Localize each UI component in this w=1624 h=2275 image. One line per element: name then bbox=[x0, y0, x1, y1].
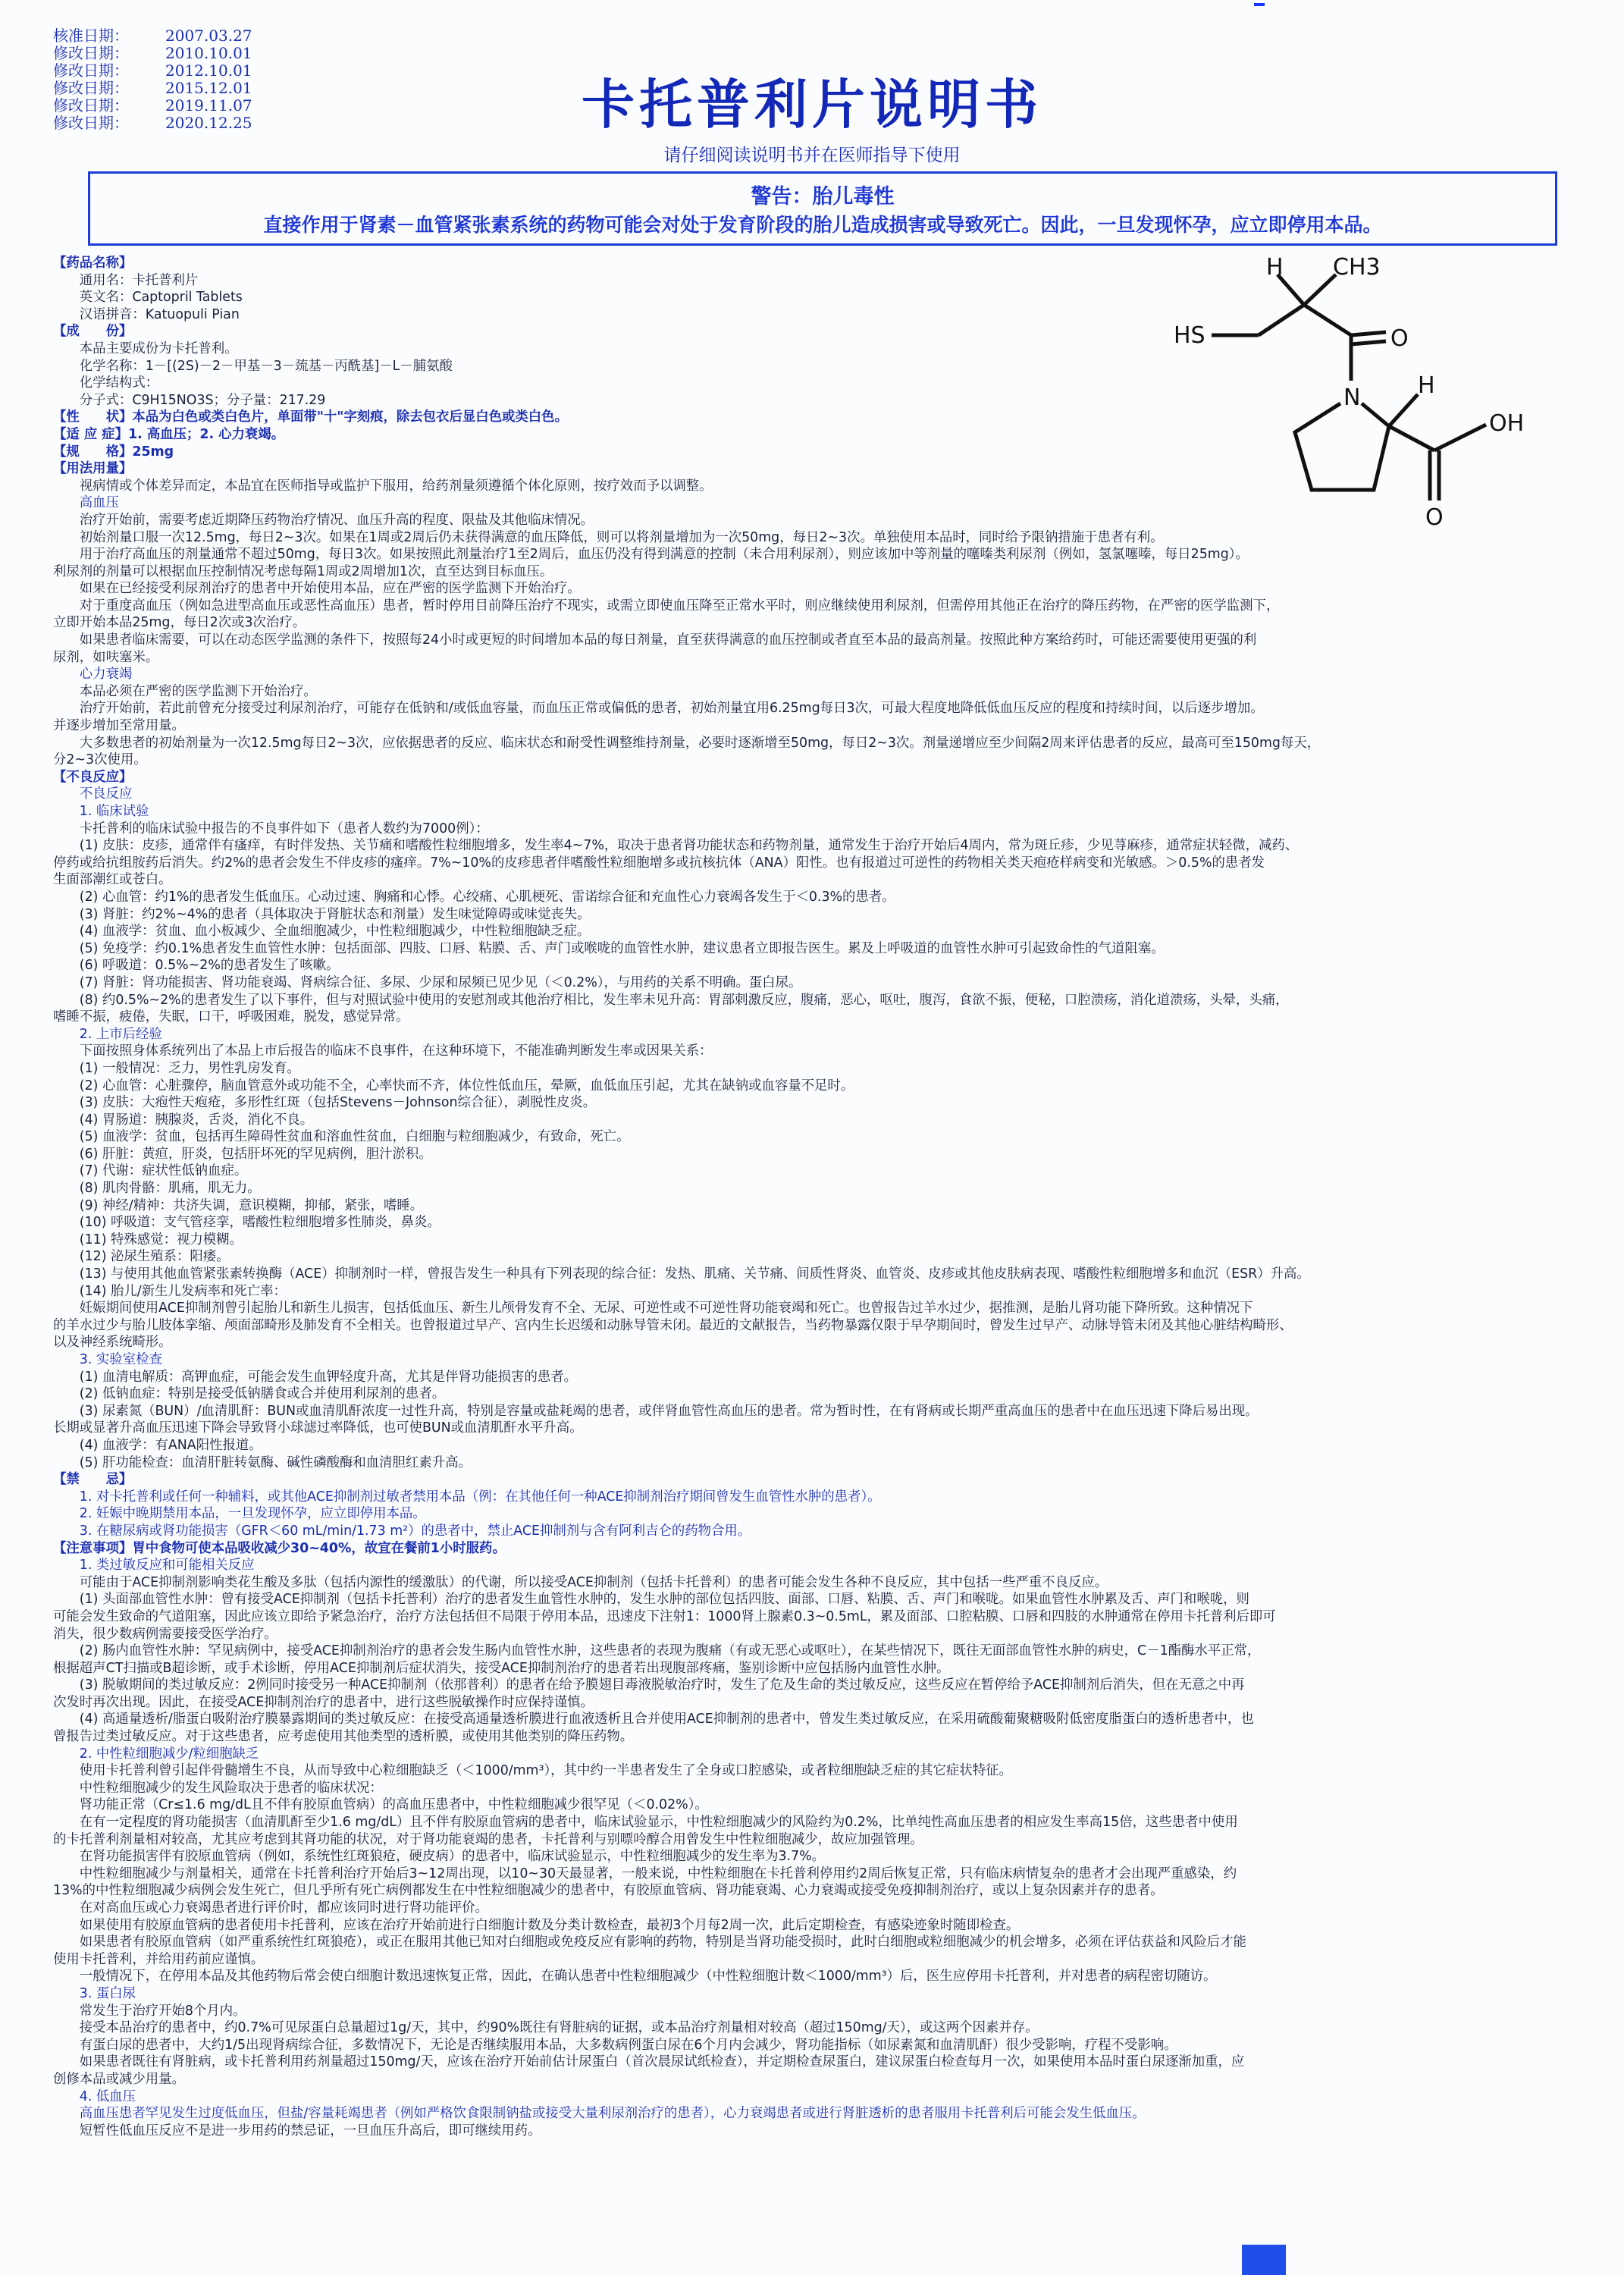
body-line: 以及神经系统畸形。 bbox=[53, 1335, 172, 1351]
body-line: (3) 尿素氮（BUN）/血清肌酐：BUN或血清肌酐浓度一过性升高，特别是容量或盐耗竭的患者，或伴肾血管性高血压的患者。常为暂时性，在有肾病或长期严重高血压的患者中在血压迅速下降后易出现。 bbox=[53, 1403, 1259, 1419]
body-line: (11) 特殊感觉：视力模糊。 bbox=[53, 1232, 243, 1247]
body-line: (6) 肝脏：黄疸，肝炎，包括肝坏死的罕见病例，胆汁淤积。 bbox=[53, 1146, 432, 1162]
body-line: (2) 肠内血管性水肿：罕见病例中，接受ACE抑制剂治疗的患者会发生肠内血管性水肿，这些患者的表现为腹痛（有或无恶心或呕吐），在某些情况下，既往无面部血管性水肿的病史，C－1酯酶水平正常， bbox=[53, 1643, 1261, 1659]
body-line: (5) 免疫学：约0.1%患者发生血管性水肿：包括面部、四肢、口唇、粘膜、舌、声门或喉咙的血管性水肿，建议患者立即报告医生。累及上呼吸道的血管性水肿可引起致命性的气道阻塞。 bbox=[53, 940, 1165, 956]
body-line: 接受本品治疗的患者中，约0.7%可见尿蛋白总量超过1g/天，其中，约90%既往有肾脏病的证据，或本品治疗剂量相对较高（超过150mg/天），或这两个因素并存。 bbox=[53, 2020, 1039, 2036]
body-line: 如果患者既往有肾脏病，或卡托普利用药剂量超过150mg/天，应该在治疗开始前估计尿蛋白（首次晨尿试纸检查），并定期检查尿蛋白，建议尿蛋白检查每月一次，如果使用本品时蛋白尿逐渐加重，应 bbox=[53, 2054, 1245, 2070]
body-line: 停药或给抗组胺药后消失。约2%的患者会发生不伴皮疹的瘙痒。7%~10%的皮疹患者伴嗜酸性粒细胞增多或抗核抗体（ANA）阳性。也有报道过可逆性的药物相关类天疱疮样病变和光敏感。＞0.5%的患者发 bbox=[53, 855, 1265, 871]
body-line: 如果在已经接受利尿剂治疗的患者中开始使用本品，应在严密的医学监测下开始治疗。 bbox=[53, 581, 581, 597]
body-line: 初始剂量口服一次12.5mg，每日2~3次。如果在1周或2周后仍未获得满意的血压降低，则可以将剂量增加为一次50mg，每日2~3次。单独使用本品时，同时给予限钠措施于患者有利。 bbox=[53, 529, 1164, 545]
body-line: (13) 与使用其他血管紧张素转换酶（ACE）抑制剂时一样，曾报告发生一种具有下列表现的综合征：发热、肌痛、关节痛、间质性肾炎、血管炎、皮疹或其他皮肤病表现、嗜酸性粒细胞增多和血沉（ESR）升高。 bbox=[53, 1266, 1310, 1282]
date-value: 2019.11.07 bbox=[165, 96, 252, 115]
body-line: 高血压患者罕见发生过度低血压，但盐/容量耗竭患者（例如严格饮食限制钠盐或接受大量利尿剂治疗的患者），心力衰竭患者或进行肾脏透析的患者服用卡托普利后可能会发生低血压。 bbox=[53, 2106, 1146, 2122]
body-line: 【注意事项】胃中食物可使本品吸收减少30~40%，故宜在餐前1小时服药。 bbox=[53, 1540, 506, 1556]
body-line: 3. 实验室检查 bbox=[53, 1352, 162, 1367]
body-line: 3. 在糖尿病或肾功能损害（GFR＜60 mL/min/1.73 m²）的患者中，禁止ACE抑制剂与含有阿利吉仑的药物合用。 bbox=[53, 1523, 751, 1539]
body-line: 生面部潮红或苍白。 bbox=[53, 872, 172, 888]
body-line: (1) 头面部血管性水肿：曾有接受ACE抑制剂（包括卡托普利）治疗的患者发生血管性水肿的，发生水肿的部位包括四肢、面部、口唇、粘膜、舌、声门和喉咙。如果血管性水肿累及舌、声门和喉咙，则 bbox=[53, 1592, 1249, 1608]
body-line: 【不良反应】 bbox=[53, 769, 133, 785]
body-line: 【成 份】 bbox=[53, 324, 133, 340]
atom-label-hs: HS bbox=[1174, 322, 1205, 349]
body-line: 一般情况下，在停用本品及其他药物后常会使白细胞计数迅速恢复正常，因此，在确认患者中性粒细胞减少（中性粒细胞计数＜1000/mm³）后，医生应停用卡托普利，并对患者的病程密切随访。 bbox=[53, 1969, 1217, 1985]
body-line: 心力衰竭 bbox=[53, 667, 133, 682]
body-line: 下面按照身体系统列出了本品上市后报告的临床不良事件，在这种环境下，不能准确判断发生率或因果关系： bbox=[53, 1043, 713, 1059]
body-line: 如果患者临床需要，可以在动态医学监测的条件下，按照每24小时或更短的时间增加本品的每日剂量，直至获得满意的血压控制或者直至本品的最高剂量。按照此种方案给药时，可能还需要使用更强的利 bbox=[53, 632, 1257, 648]
atom-label-o: O bbox=[1390, 325, 1409, 352]
body-line: (1) 血清电解质：高钾血症，可能会发生血钾轻度升高，尤其是伴肾功能损害的患者。 bbox=[53, 1369, 578, 1385]
body-line: (7) 肾脏：肾功能损害、肾功能衰竭、肾病综合征、多尿、少尿和尿频已见少见（＜0.2%），与用药的关系不明确。蛋白尿。 bbox=[53, 974, 802, 990]
date-value: 2020.12.25 bbox=[165, 114, 252, 132]
body-line: 在有一定程度的肾功能损害（血清肌酐至少1.6 mg/dL）且不伴有胶原血管病的患者中，临床试验显示，中性粒细胞减少的风险约为0.2%，比单纯性高血压患者的相应发生率高15倍，这些患者中使用 bbox=[53, 1815, 1238, 1831]
body-line: 卡托普利的临床试验中报告的不良事件如下（患者人数约为7000例）： bbox=[53, 821, 489, 836]
warning-text: 直接作用于肾素－血管紧张素系统的药物可能会对处于发育阶段的胎儿造成损害或导致死亡。因此，一旦发现怀孕，应立即停用本品。 bbox=[263, 214, 1382, 236]
body-line: 英文名：Captopril Tablets bbox=[53, 290, 243, 306]
body-line: 尿剂，如呋塞米。 bbox=[53, 649, 159, 665]
body-line: 本品必须在严密的医学监测下开始治疗。 bbox=[53, 683, 317, 699]
body-line: 有蛋白尿的患者中，大约1/5出现肾病综合征，多数情况下，无论是否继续服用本品，大多数病例蛋白尿在6个月内会减少，肾功能指标（如尿素氮和血清肌酐）很少受影响，疗程不受影响。 bbox=[53, 2037, 1177, 2053]
body-line: (4) 血液学：有ANA阳性报道。 bbox=[53, 1437, 262, 1453]
body-line: 肾功能正常（Cr≤1.6 mg/dL且不伴有胶原血管病）的高血压患者中，中性粒细胞减少很罕见（＜0.02%）。 bbox=[53, 1797, 708, 1813]
body-line: 化学结构式： bbox=[53, 375, 159, 391]
date-value: 2010.10.01 bbox=[165, 44, 252, 62]
body-line: 立即开始本品25mg，每日2次或3次治疗。 bbox=[53, 615, 306, 631]
body-line: 【适 应 症】1. 高血压；2. 心力衰竭。 bbox=[53, 426, 285, 442]
body-line: 13%的中性粒细胞减少病例会发生死亡，但几乎所有死亡病例都发生在中性粒细胞减少的患者中，有胶原血管病、肾功能衰竭、心力衰竭或接受免疫抑制剂治疗，或以上复杂因素并存的患者。 bbox=[53, 1883, 1164, 1899]
body-line: (8) 约0.5%~2%的患者发生了以下事件，但与对照试验中使用的安慰剂或其他治疗相比，发生率未见升高：胃部刺激反应，腹痛，恶心，呕吐，腹泻，食欲不振，便秘，口腔溃疡，消化道溃疡，头晕，头痛， bbox=[53, 992, 1289, 1008]
body-line: (4) 血液学：贫血、血小板减少、全血细胞减少，中性粒细胞减少，中性粒细胞缺乏症。 bbox=[53, 924, 591, 940]
body-line: (3) 皮肤：大疱性天疱疮，多形性红斑（包括Stevens－Johnson综合征），剥脱性皮炎。 bbox=[53, 1095, 597, 1111]
body-line: 长期或显著升高血压迅速下降会导致肾小球滤过率降低，也可使BUN或血清肌酐水平升高。 bbox=[53, 1420, 583, 1436]
date-label: 修改日期： bbox=[53, 44, 129, 62]
body-line: (12) 泌尿生殖系：阳痿。 bbox=[53, 1249, 230, 1265]
body-line: 的卡托普利剂量相对较高，尤其应考虑到其肾功能的状况，对于肾功能衰竭的患者，卡托普利与别嘌呤醇合用曾发生中性粒细胞减少，故应加强管理。 bbox=[53, 1831, 923, 1847]
body-line: 使用卡托普利曾引起伴骨髓增生不良，从而导致中心粒细胞缺乏（＜1000/mm³），其中约一半患者发生了全身或口腔感染，或者粒细胞缺乏症的其它症状特征。 bbox=[53, 1763, 1012, 1779]
body-line: (3) 脱敏期间的类过敏反应：2例同时接受另一种ACE抑制剂（依那普利）的患者在给予膜翅目毒液脱敏治疗时，发生了危及生命的类过敏反应，这些反应在暂停给予ACE抑制剂后消失，但在无意之中再 bbox=[53, 1677, 1245, 1693]
body-line: 治疗开始前，需要考虑近期降压药物治疗情况、血压升高的程度、限盐及其他临床情况。 bbox=[53, 512, 594, 528]
body-line: 4. 低血压 bbox=[53, 2088, 136, 2104]
body-line: 分子式：C9H15NO3S；分子量：217.29 bbox=[53, 392, 326, 408]
body-line: 1. 对卡托普利或任何一种辅料，或其他ACE抑制剂过敏者禁用本品（例：在其他任何一种ACE抑制剂治疗期间曾发生血管性水肿的患者）。 bbox=[53, 1489, 881, 1505]
warning-box bbox=[88, 171, 1557, 246]
body-line: 如果患者有胶原血管病（如严重系统性红斑狼疮），或正在服用其他已知对白细胞或免疫反应有影响的药物，特别是当肾功能受损时，此时白细胞或粒细胞减少的机会增多，必须在评估获益和风险后才能 bbox=[53, 1935, 1246, 1950]
atom-label-n: N bbox=[1343, 384, 1361, 411]
body-line: 创修本品或减少用量。 bbox=[53, 2071, 185, 2087]
body-line: 妊娠期间使用ACE抑制剂曾引起胎儿和新生儿损害，包括低血压、新生儿颅骨发育不全、无尿、可逆性或不可逆性肾功能衰竭和死亡。也曾报告过羊水过少，据推测，是胎儿肾功能下降所致。这种情况下 bbox=[53, 1301, 1253, 1316]
body-line: 2. 上市后经验 bbox=[53, 1026, 162, 1042]
body-line: (2) 心血管：心脏骤停，脑血管意外或功能不全，心率快而不齐，体位性低血压，晕厥，血低血压引起，尤其在缺钠或血容量不足时。 bbox=[53, 1078, 854, 1094]
date-value: 2015.12.01 bbox=[165, 79, 252, 97]
leaflet-body bbox=[53, 255, 1577, 2139]
body-line: 嗜睡不振，疲倦，失眠，口干，呼吸困难，脱发，感觉异常。 bbox=[53, 1009, 409, 1025]
document-title: 卡托普利片说明书 bbox=[582, 73, 1042, 136]
body-line: (6) 呼吸道：0.5%~2%的患者发生了咳嗽。 bbox=[53, 958, 340, 974]
body-line: 用于治疗高血压的剂量通常不超过50mg，每日3次。如果按照此剂量治疗1至2周后，血压仍没有得到满意的控制（未合用利尿剂），则应该加中等剂量的噻嗪类利尿剂（例如，氢氯噻嗪，每日25mg）。 bbox=[53, 547, 1249, 563]
body-line: 并逐步增加至常用量。 bbox=[53, 718, 185, 734]
body-line: (4) 高通量透析/脂蛋白吸附治疗膜暴露期间的类过敏反应：在接受高通量透析膜进行血液透析且合并使用ACE抑制剂的患者中，曾发生类过敏反应，在采用硫酸葡聚糖吸附低密度脂蛋白的透析患者中，也 bbox=[53, 1712, 1254, 1727]
body-line: (4) 胃肠道：胰腺炎，舌炎，消化不良。 bbox=[53, 1112, 314, 1128]
body-line: 【性 状】本品为白色或类白色片，单面带"十"字刻痕，除去包衣后显白色或类白色。 bbox=[53, 410, 568, 425]
date-row bbox=[53, 45, 252, 62]
body-line: (1) 皮肤：皮疹，通常伴有瘙痒，有时伴发热、关节痛和嗜酸性粒细胞增多，发生率4~7%，取决于患者肾功能状态和药物剂量，通常发生于治疗开始后4周内，常为斑丘疹，少见荨麻疹，通常症状轻微，减药、 bbox=[53, 838, 1299, 854]
date-value: 2012.10.01 bbox=[165, 61, 252, 80]
body-line: 的羊水过少与胎儿肢体挛缩、颅面部畸形及肺发育不全相关。也曾报道过早产、宫内生长迟缓和动脉导管未闭。最近的文献报告，当药物暴露仅限于早孕期间时，曾发生过早产、动脉导管未闭及其他心脏结构畸形、 bbox=[53, 1317, 1293, 1333]
body-line: 1. 临床试验 bbox=[53, 804, 149, 819]
body-line: (9) 神经/精神：共济失调，意识模糊，抑郁，紧张，嗜睡。 bbox=[53, 1197, 424, 1213]
body-line: 【禁 忌】 bbox=[53, 1472, 133, 1488]
scan-mark bbox=[1242, 2245, 1286, 2275]
body-line: 视病情或个体差异而定，本品宜在医师指导或监护下服用，给药剂量须遵循个体化原则，按疗效而予以调整。 bbox=[53, 478, 713, 494]
scan-mark bbox=[1254, 3, 1265, 6]
atom-label-h: H bbox=[1266, 254, 1284, 281]
body-line: 本品主要成份为卡托普利。 bbox=[53, 340, 238, 356]
warning-title: 警告：胎儿毒性 bbox=[751, 185, 895, 209]
atom-label-ch3: CH3 bbox=[1333, 254, 1381, 281]
body-line: 【药品名称】 bbox=[53, 256, 133, 271]
body-line: 次发时再次出现。因此，在接受ACE抑制剂治疗的患者中，进行这些脱敏操作时应保持谨慎。 bbox=[53, 1694, 594, 1710]
date-row bbox=[53, 27, 252, 45]
date-value: 2007.03.27 bbox=[165, 27, 252, 45]
body-line: 在肾功能损害伴有胶原血管病（例如，系统性红斑狼疮，硬皮病）的患者中，临床试验显示，中性粒细胞减少的发生率为3.7%。 bbox=[53, 1849, 826, 1865]
body-line: 利尿剂的剂量可以根据血压控制情况考虑每隔1周或2周增加1次，直至达到目标血压。 bbox=[53, 563, 553, 579]
body-line: 常发生于治疗开始8个月内。 bbox=[53, 2003, 246, 2019]
body-line: 2. 中性粒细胞减少/粒细胞缺乏 bbox=[53, 1746, 259, 1762]
body-line: 短暂性低血压反应不是进一步用药的禁忌证，一旦血压升高后，即可继续用药。 bbox=[53, 2123, 541, 2138]
body-line: 可能由于ACE抑制剂影响类花生酸及多肽（包括内源性的缓激肽）的代谢，所以接受ACE抑制剂（包括卡托普利）的患者可能会发生各种不良反应，其中包括一些严重不良反应。 bbox=[53, 1574, 1108, 1590]
body-line: 在对高血压或心力衰竭患者进行评价时，都应该同时进行肾功能评价。 bbox=[53, 1900, 488, 1916]
atom-label-o: O bbox=[1425, 504, 1444, 531]
body-line: 中性粒细胞减少与剂量相关，通常在卡托普利治疗开始后3~12周出现，以10~30天最显著，一般来说，中性粒细胞在卡托普利停用约2周后恢复正常，只有临床病情复杂的患者才会出现严重感染，约 bbox=[53, 1866, 1237, 1881]
body-line: 曾报告过类过敏反应。对于这些患者，应考虑使用其他类型的透析膜，或使用其他类别的降压药物。 bbox=[53, 1729, 634, 1745]
body-line: 分2~3次使用。 bbox=[53, 752, 147, 768]
body-line: 使用卡托普利，并给用药前应谨慎。 bbox=[53, 1951, 265, 1967]
body-line: 【规 格】25mg bbox=[53, 444, 174, 460]
date-label: 修改日期： bbox=[53, 96, 129, 115]
date-label: 修改日期： bbox=[53, 114, 129, 132]
date-label: 核准日期： bbox=[53, 27, 129, 45]
body-line: 治疗开始前，若此前曾充分接受过利尿剂治疗，可能存在低钠和/或低血容量，而血压正常或偏低的患者，初始剂量宜用6.25mg每日3次，可最大程度地降低低血压反应的程度和持续时间，以后逐步增加。 bbox=[53, 701, 1264, 717]
body-line: (2) 低钠血症：特别是接受低钠膳食或合并使用利尿剂的患者。 bbox=[53, 1386, 446, 1402]
body-line: 如果使用有胶原血管病的患者使用卡托普利，应该在治疗开始前进行白细胞计数及分类计数检查，最初3个月每2周一次，此后定期检查，有感染迹象时随即检查。 bbox=[53, 1917, 1020, 1933]
body-line: 大多数患者的初始剂量为一次12.5mg每日2~3次，应依据患者的反应、临床状态和耐受性调整维持剂量，必要时逐渐增至50mg，每日2~3次。剂量递增应至少间隔2周来评估患者的反应，最高可至150mg每天， bbox=[53, 735, 1321, 751]
body-line: 消失，很少数病例需要接受医学治疗。 bbox=[53, 1626, 277, 1642]
date-label: 修改日期： bbox=[53, 61, 129, 80]
body-line: (5) 血液学：贫血，包括再生障碍性贫血和溶血性贫血，白细胞与粒细胞减少，有致命，死亡。 bbox=[53, 1129, 630, 1145]
body-line: 汉语拼音：Katuopuli Pian bbox=[53, 306, 240, 322]
body-line: (5) 肝功能检查：血清肝脏转氨酶、碱性磷酸酶和血清胆红素升高。 bbox=[53, 1454, 472, 1470]
body-line: (2) 心血管：约1%的患者发生低血压。心动过速、胸痛和心悸。心绞痛、心肌梗死、雷诺综合征和充血性心力衰竭各发生于＜0.3%的患者。 bbox=[53, 889, 895, 905]
body-line: 通用名：卡托普利片 bbox=[53, 272, 199, 288]
body-line: 对于重度高血压（例如急进型高血压或恶性高血压）患者，暂时停用目前降压治疗不现实，或需立即使血压降至正常水平时，则应继续使用利尿剂，但需停用其他正在治疗的降压药物，在严密的医学监测下， bbox=[53, 598, 1280, 613]
body-line: (14) 胎儿/新生儿发病率和死亡率： bbox=[53, 1283, 287, 1299]
body-line: 3. 蛋白尿 bbox=[53, 1985, 136, 2001]
atom-label-h: H bbox=[1418, 372, 1435, 399]
body-line: 中性粒细胞减少的发生风险取决于患者的临床状况： bbox=[53, 1780, 383, 1796]
body-line: 1. 类过敏反应和可能相关反应 bbox=[53, 1558, 255, 1574]
body-line: 可能会发生致命的气道阻塞，因此应该立即给予紧急治疗，治疗方法包括但不局限于停用本品，迅速皮下注射1：1000肾上腺素0.3~0.5mL，累及面部、口腔粘膜、口唇和四肢的水肿通常在停用卡托普利后即可 bbox=[53, 1608, 1276, 1624]
body-line: 2. 妊娠中晚期禁用本品，一旦发现怀孕，应立即停用本品。 bbox=[53, 1506, 426, 1522]
body-line: (7) 代谢：症状性低钠血症。 bbox=[53, 1163, 248, 1179]
body-line: 【用法用量】 bbox=[53, 461, 133, 477]
body-line: 化学名称：1－[(2S)－2－甲基－3－巯基－丙酰基]－L－脯氨酸 bbox=[53, 358, 453, 374]
atom-label-oh: OH bbox=[1489, 410, 1525, 437]
body-line: 不良反应 bbox=[53, 786, 133, 802]
document-subtitle: 请仔细阅读说明书并在医师指导下使用 bbox=[663, 146, 961, 165]
body-line: (10) 呼吸道：支气管痉挛，嗜酸性粒细胞增多性肺炎，鼻炎。 bbox=[53, 1215, 440, 1231]
body-line: 根据超声CT扫描或B超诊断，或手术诊断，停用ACE抑制剂后症状消失，接受ACE抑制剂治疗的患者若出现腹部疼痛，鉴别诊断中应包括肠内血管性水肿。 bbox=[53, 1660, 950, 1676]
body-line: (1) 一般情况：乏力，男性乳房发育。 bbox=[53, 1060, 300, 1076]
body-line: 高血压 bbox=[53, 495, 119, 511]
date-label: 修改日期： bbox=[53, 79, 129, 97]
body-line: (3) 肾脏：约2%~4%的患者（具体取决于肾脏状态和剂量）发生味觉障碍或味觉丧失。 bbox=[53, 906, 591, 922]
body-line: (8) 肌肉骨骼：肌痛，肌无力。 bbox=[53, 1181, 261, 1197]
